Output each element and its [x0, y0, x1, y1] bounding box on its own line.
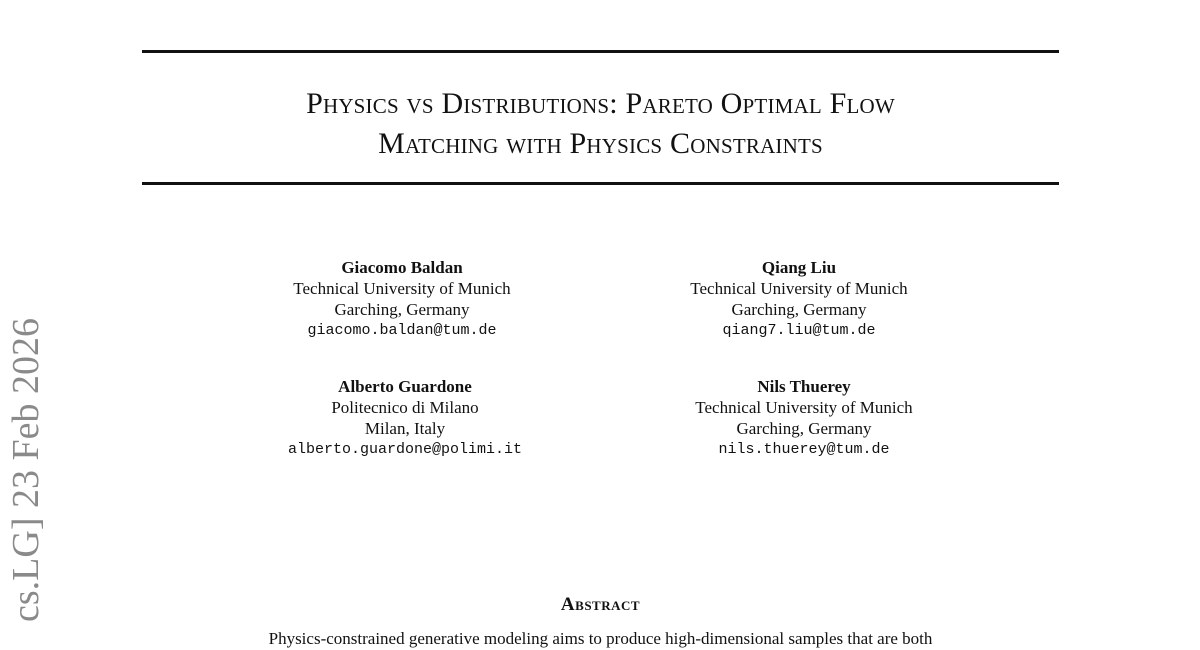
author-name: Giacomo Baldan [341, 258, 463, 277]
author-name: Qiang Liu [761, 258, 837, 277]
author-location: Garching, Germany [731, 300, 867, 319]
author-email[interactable]: alberto.guardone@polimi.it [287, 441, 523, 458]
abstract-text: Physics-constrained generative modeling aims to produce high-dimensional samples that are both [268, 629, 933, 648]
author-block-thuerey [604, 376, 1004, 460]
author-block-liu [599, 257, 999, 341]
title-top-rule [142, 50, 1059, 53]
author-affiliation: Politecnico di Milano [331, 398, 479, 417]
author-location: Garching, Germany [334, 300, 470, 319]
paper-title [142, 84, 1059, 164]
author-block-guardone [205, 376, 605, 460]
author-name: Alberto Guardone [338, 377, 472, 396]
author-location: Milan, Italy [364, 419, 446, 438]
author-email[interactable]: giacomo.baldan@tum.de [307, 322, 497, 339]
author-email[interactable]: qiang7.liu@tum.de [722, 322, 876, 339]
title-bottom-rule [142, 182, 1059, 185]
arxiv-side-stamp: cs.LG] 23 Feb 2026 [5, 318, 47, 622]
abstract-heading: Abstract [560, 594, 641, 615]
author-email[interactable]: nils.thuerey@tum.de [718, 441, 890, 458]
author-affiliation: Technical University of Munich [690, 279, 908, 298]
title-line-1: Physics vs Distributions: Pareto Optimal Flow [306, 87, 895, 120]
author-affiliation: Technical University of Munich [293, 279, 511, 298]
author-name: Nils Thuerey [757, 377, 851, 396]
author-block-baldan [202, 257, 602, 341]
title-line-2: Matching with Physics Constraints [378, 127, 823, 160]
author-location: Garching, Germany [736, 419, 872, 438]
author-affiliation: Technical University of Munich [695, 398, 913, 417]
